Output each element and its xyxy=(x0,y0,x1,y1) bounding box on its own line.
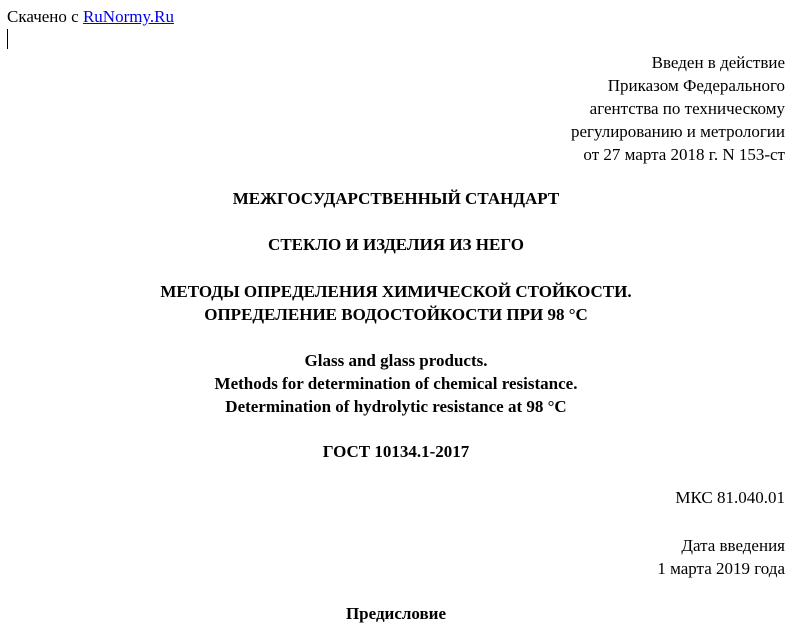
approval-line: регулированию и метрологии xyxy=(570,122,785,141)
intro-date-label: Дата введения xyxy=(681,536,785,555)
text-cursor xyxy=(7,29,8,49)
standard-title: СТЕКЛО И ИЗДЕЛИЯ ИЗ НЕГО xyxy=(268,235,524,254)
english-title xyxy=(0,349,792,418)
downloaded-prefix: Скачено с xyxy=(7,7,79,26)
intro-date xyxy=(657,534,785,580)
approval-line: Введен в действие xyxy=(651,53,785,72)
runormy-link[interactable]: RuNormy.Ru xyxy=(82,7,174,26)
mks-code: МКС 81.040.01 xyxy=(675,488,785,507)
english-line: Methods for determination of chemical resistance. xyxy=(214,374,578,393)
intro-date-value: 1 марта 2019 года xyxy=(657,559,785,578)
downloaded-from xyxy=(7,6,174,28)
gost-code: ГОСТ 10134.1-2017 xyxy=(322,442,470,461)
foreword-heading: Предисловие xyxy=(345,604,447,623)
standard-subtitle xyxy=(0,280,792,326)
approval-block xyxy=(571,51,785,166)
standard-type: МЕЖГОСУДАРСТВЕННЫЙ СТАНДАРТ xyxy=(232,189,560,208)
approval-line: агентства по техническому xyxy=(589,99,785,118)
english-line: Glass and glass products. xyxy=(304,351,488,370)
approval-line: Приказом Федерального xyxy=(607,76,785,95)
subtitle-line: ОПРЕДЕЛЕНИЕ ВОДОСТОЙКОСТИ ПРИ 98 °С xyxy=(204,305,588,324)
subtitle-line: МЕТОДЫ ОПРЕДЕЛЕНИЯ ХИМИЧЕСКОЙ СТОЙКОСТИ. xyxy=(160,282,632,301)
english-line: Determination of hydrolytic resistance at 98 °C xyxy=(225,397,567,416)
approval-line: от 27 марта 2018 г. N 153-ст xyxy=(583,145,785,164)
